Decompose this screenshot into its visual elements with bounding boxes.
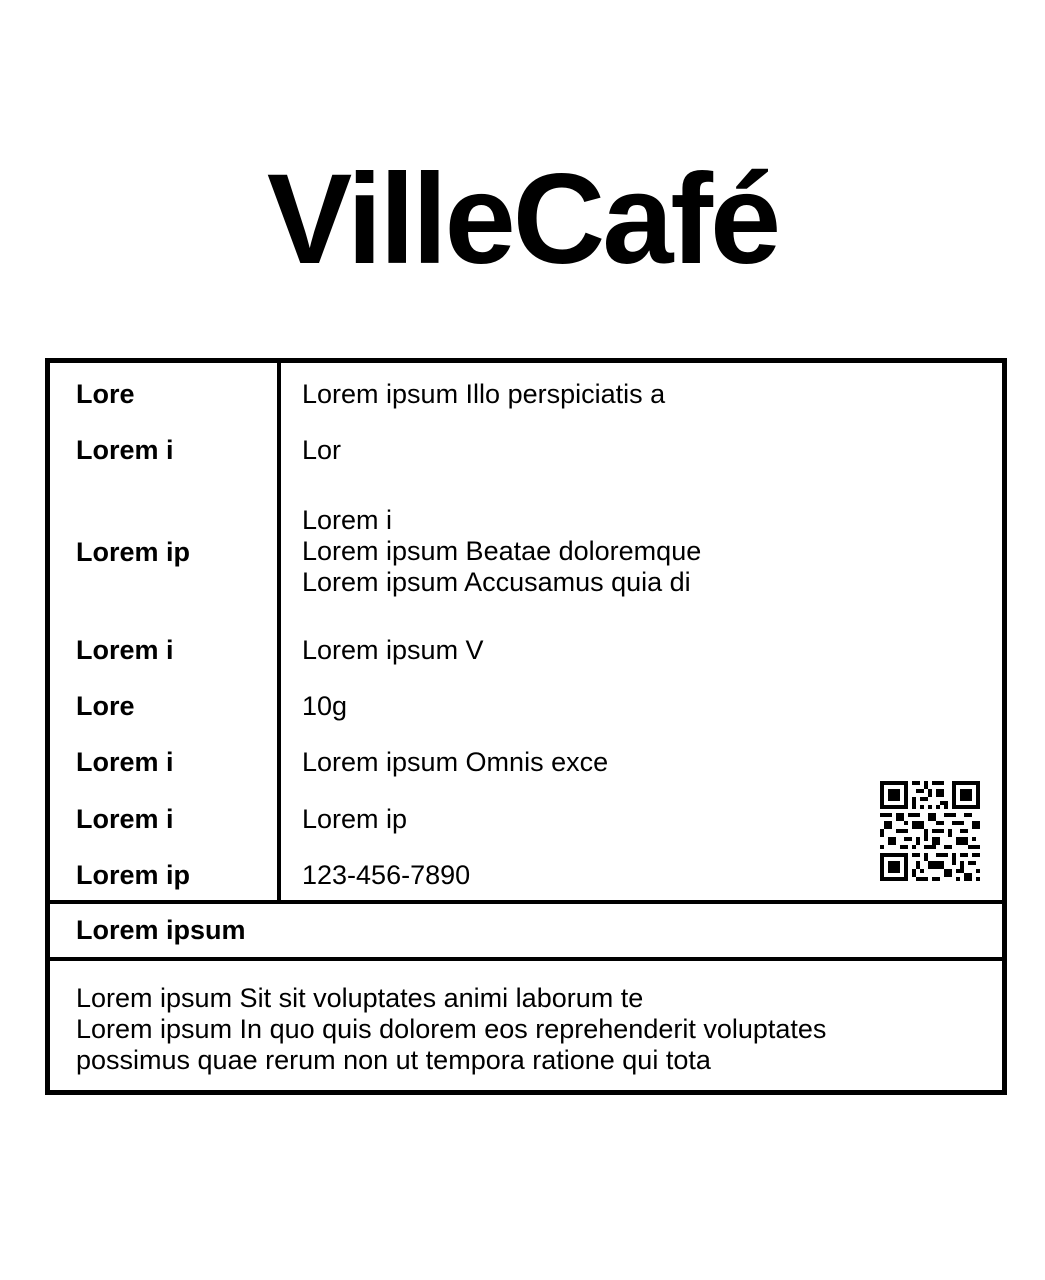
row-label: Lorem i (76, 435, 174, 465)
value-line: Lorem ipsum Accusamus quia di (302, 567, 691, 597)
page-title: VilleCafé (266, 148, 779, 291)
value-line: Lorem i (302, 505, 393, 535)
notes-line: Lorem ipsum Sit sit voluptates animi laborum te (76, 983, 644, 1013)
row-value (302, 505, 701, 598)
qr-code-icon (880, 781, 980, 881)
row-value: Lorem ip (302, 804, 408, 834)
row-label: Lore (76, 691, 135, 721)
row-value: 10g (302, 691, 348, 721)
row-value: Lorem ipsum V (302, 635, 484, 665)
notes-line: Lorem ipsum In quo quis dolorem eos reprehenderit voluptates (76, 1014, 827, 1044)
value-line: Lorem ipsum Beatae doloremque (302, 536, 702, 566)
section-divider (50, 957, 1002, 961)
row-label: Lorem i (76, 747, 174, 777)
section-divider (50, 900, 1002, 904)
notes-line: possimus quae rerum non ut tempora ratione qui tota (76, 1045, 711, 1075)
column-divider (277, 363, 281, 900)
details-table (50, 363, 1002, 900)
row-value: Lorem ipsum Omnis exce (302, 747, 609, 777)
row-label: Lorem i (76, 804, 174, 834)
notes-text (76, 983, 826, 1076)
row-value: 123-456-7890 (302, 860, 471, 890)
row-label: Lorem ip (76, 537, 191, 567)
row-value: Lor (302, 435, 342, 465)
row-label: Lorem i (76, 635, 174, 665)
row-value: Lorem ipsum Illo perspiciatis a (302, 379, 666, 409)
row-label: Lorem ip (76, 860, 191, 890)
info-card (45, 358, 1007, 1095)
row-label: Lore (76, 379, 135, 409)
notes-heading: Lorem ipsum (76, 915, 246, 945)
